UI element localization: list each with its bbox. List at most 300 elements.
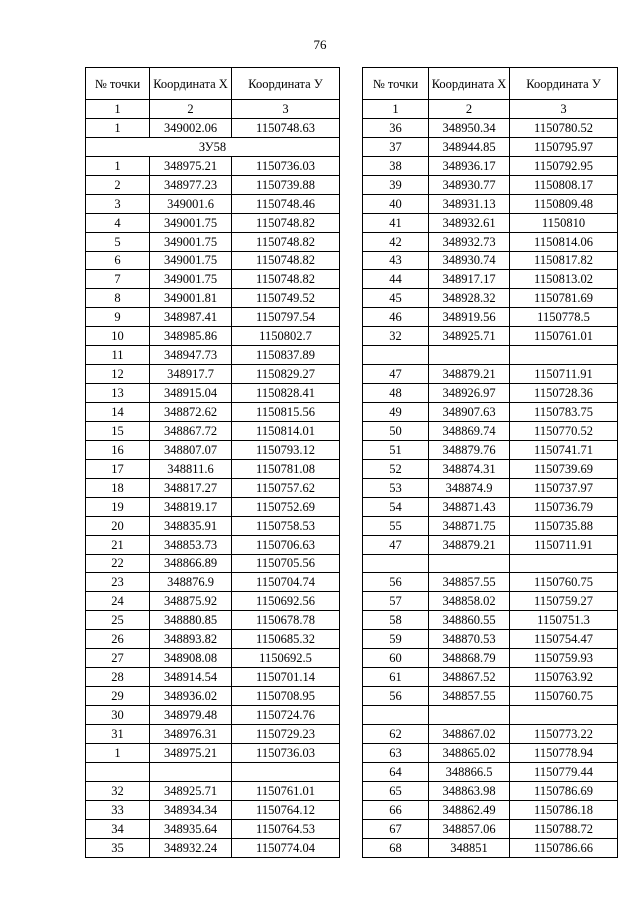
table-row	[86, 289, 340, 308]
coord-y: 1150751.3	[510, 611, 618, 630]
coord-y: 1150692.56	[232, 592, 340, 611]
coord-y: 1150829.27	[232, 365, 340, 384]
table-row	[363, 327, 618, 346]
point-number: 22	[86, 554, 150, 573]
coord-x: 348977.23	[150, 175, 232, 194]
table-row	[86, 346, 340, 365]
coord-x: 348875.92	[150, 592, 232, 611]
table-row	[86, 535, 340, 554]
table-row	[363, 251, 618, 270]
coord-y: 1150774.04	[232, 838, 340, 857]
table-row	[86, 838, 340, 857]
coord-y: 1150761.01	[510, 327, 618, 346]
coord-x: 348811.6	[150, 459, 232, 478]
coord-y: 1150724.76	[232, 706, 340, 725]
coord-y: 1150814.06	[510, 232, 618, 251]
coord-x: 349001.75	[150, 251, 232, 270]
coord-x: 348857.55	[429, 687, 510, 706]
table-row	[86, 724, 340, 743]
coord-x: 348819.17	[150, 497, 232, 516]
coord-y: 1150814.01	[232, 421, 340, 440]
point-number: 57	[363, 592, 429, 611]
point-number: 67	[363, 819, 429, 838]
point-number: 11	[86, 346, 150, 365]
point-number: 36	[363, 118, 429, 137]
table-row	[86, 592, 340, 611]
point-number: 47	[363, 365, 429, 384]
coordinates-table-right	[362, 67, 618, 858]
column-number: 3	[232, 100, 340, 119]
table-row	[363, 819, 618, 838]
column-number: 1	[363, 100, 429, 119]
table-row	[86, 649, 340, 668]
point-number: 26	[86, 630, 150, 649]
table-row	[363, 668, 618, 687]
point-number	[86, 762, 150, 781]
header-coord-y: Координата У	[510, 68, 618, 100]
table-row	[86, 819, 340, 838]
coord-x: 348879.21	[429, 365, 510, 384]
coord-x: 348932.61	[429, 213, 510, 232]
point-number: 46	[363, 308, 429, 327]
table-row	[363, 270, 618, 289]
point-number: 44	[363, 270, 429, 289]
point-number: 9	[86, 308, 150, 327]
point-number: 35	[86, 838, 150, 857]
point-number: 38	[363, 156, 429, 175]
table-row	[86, 175, 340, 194]
point-number: 53	[363, 478, 429, 497]
coord-y: 1150711.91	[510, 535, 618, 554]
coord-y: 1150793.12	[232, 440, 340, 459]
point-number: 42	[363, 232, 429, 251]
point-number: 68	[363, 838, 429, 857]
point-number: 62	[363, 724, 429, 743]
coord-y: 1150778.94	[510, 743, 618, 762]
coord-x: 348869.74	[429, 421, 510, 440]
coord-y: 1150757.62	[232, 478, 340, 497]
table-row	[363, 497, 618, 516]
point-number: 64	[363, 762, 429, 781]
coord-x: 348975.21	[150, 156, 232, 175]
table-row	[86, 421, 340, 440]
table-row	[363, 213, 618, 232]
column-number: 1	[86, 100, 150, 119]
coord-y: 1150685.32	[232, 630, 340, 649]
point-number: 48	[363, 384, 429, 403]
coord-y: 1150810	[510, 213, 618, 232]
coord-y: 1150817.82	[510, 251, 618, 270]
coord-x: 348866.89	[150, 554, 232, 573]
coord-y: 1150748.82	[232, 251, 340, 270]
table-row	[86, 516, 340, 535]
coord-y: 1150752.69	[232, 497, 340, 516]
coord-x: 348866.5	[429, 762, 510, 781]
table-row	[363, 743, 618, 762]
coord-x: 348879.76	[429, 440, 510, 459]
coord-x: 348862.49	[429, 800, 510, 819]
point-number: 30	[86, 706, 150, 725]
coord-x: 349001.75	[150, 232, 232, 251]
point-number: 29	[86, 687, 150, 706]
coord-x: 348880.85	[150, 611, 232, 630]
point-number: 21	[86, 535, 150, 554]
coord-x: 348817.27	[150, 478, 232, 497]
header-coord-x: Координата Х	[429, 68, 510, 100]
coord-y	[510, 346, 618, 365]
coord-x: 348930.77	[429, 175, 510, 194]
point-number: 5	[86, 232, 150, 251]
table-row	[363, 706, 618, 725]
coord-y	[510, 554, 618, 573]
coord-y: 1150760.75	[510, 687, 618, 706]
coord-x: 348871.75	[429, 516, 510, 535]
coord-x: 348947.73	[150, 346, 232, 365]
point-number: 1	[86, 118, 150, 137]
coord-y: 1150792.95	[510, 156, 618, 175]
coord-x: 348867.02	[429, 724, 510, 743]
coord-y: 1150741.71	[510, 440, 618, 459]
point-number	[363, 554, 429, 573]
coord-y: 1150748.63	[232, 118, 340, 137]
table-row	[363, 384, 618, 403]
coord-y: 1150828.41	[232, 384, 340, 403]
point-number: 10	[86, 327, 150, 346]
point-number: 1	[86, 156, 150, 175]
coord-y: 1150781.69	[510, 289, 618, 308]
coord-x: 348860.55	[429, 611, 510, 630]
table-row	[86, 308, 340, 327]
header-coord-y: Координата У	[232, 68, 340, 100]
table-row	[86, 365, 340, 384]
coord-x: 348876.9	[150, 573, 232, 592]
coord-y: 1150781.08	[232, 459, 340, 478]
table-row	[86, 573, 340, 592]
point-number: 51	[363, 440, 429, 459]
point-number: 59	[363, 630, 429, 649]
coord-y: 1150778.5	[510, 308, 618, 327]
coord-y: 1150711.91	[510, 365, 618, 384]
point-number: 2	[86, 175, 150, 194]
coord-x: 348893.82	[150, 630, 232, 649]
coord-y: 1150729.23	[232, 724, 340, 743]
table-row	[86, 251, 340, 270]
coord-y: 1150786.18	[510, 800, 618, 819]
table-row	[86, 118, 340, 137]
table-row	[86, 478, 340, 497]
coord-x: 348874.31	[429, 459, 510, 478]
point-number: 18	[86, 478, 150, 497]
coord-x: 349002.06	[150, 118, 232, 137]
point-number: 13	[86, 384, 150, 403]
coord-y: 1150704.74	[232, 573, 340, 592]
point-number: 32	[363, 327, 429, 346]
point-number: 23	[86, 573, 150, 592]
coord-y: 1150754.47	[510, 630, 618, 649]
coord-x: 348987.41	[150, 308, 232, 327]
coord-x: 348865.02	[429, 743, 510, 762]
table-row	[363, 403, 618, 422]
point-number: 47	[363, 535, 429, 554]
coord-y: 1150692.5	[232, 649, 340, 668]
point-number: 25	[86, 611, 150, 630]
point-number: 1	[86, 743, 150, 762]
coord-x	[429, 706, 510, 725]
column-number: 3	[510, 100, 618, 119]
coord-y	[510, 706, 618, 725]
coord-x	[429, 554, 510, 573]
coord-y: 1150739.88	[232, 175, 340, 194]
coord-y: 1150749.52	[232, 289, 340, 308]
coord-y: 1150761.01	[232, 781, 340, 800]
point-number: 61	[363, 668, 429, 687]
coord-x: 348879.21	[429, 535, 510, 554]
coord-y: 1150759.27	[510, 592, 618, 611]
coord-x: 348925.71	[150, 781, 232, 800]
coord-x	[150, 762, 232, 781]
table-row	[363, 724, 618, 743]
coord-y: 1150737.97	[510, 478, 618, 497]
coord-x: 348917.7	[150, 365, 232, 384]
coord-x: 348928.32	[429, 289, 510, 308]
coord-x: 348985.86	[150, 327, 232, 346]
coord-y: 1150802.7	[232, 327, 340, 346]
coord-y: 1150763.92	[510, 668, 618, 687]
point-number: 6	[86, 251, 150, 270]
coord-x: 348907.63	[429, 403, 510, 422]
coord-x: 349001.75	[150, 270, 232, 289]
coord-y: 1150808.17	[510, 175, 618, 194]
point-number: 43	[363, 251, 429, 270]
table-row	[363, 137, 618, 156]
coord-y: 1150748.82	[232, 270, 340, 289]
coord-x: 348944.85	[429, 137, 510, 156]
table-row	[363, 421, 618, 440]
table-row	[86, 743, 340, 762]
point-number: 33	[86, 800, 150, 819]
table-row	[86, 781, 340, 800]
coord-x: 348867.72	[150, 421, 232, 440]
coord-x: 348979.48	[150, 706, 232, 725]
coord-y: 1150786.69	[510, 781, 618, 800]
point-number: 55	[363, 516, 429, 535]
coord-y: 1150788.72	[510, 819, 618, 838]
coord-x: 348874.9	[429, 478, 510, 497]
coord-x: 348917.17	[429, 270, 510, 289]
header-row	[86, 68, 340, 100]
column-number: 2	[150, 100, 232, 119]
coord-x: 348915.04	[150, 384, 232, 403]
coord-y: 1150770.52	[510, 421, 618, 440]
coord-x: 348835.91	[150, 516, 232, 535]
coord-x: 348975.21	[150, 743, 232, 762]
coord-y: 1150728.36	[510, 384, 618, 403]
table-row	[363, 289, 618, 308]
table-row	[86, 554, 340, 573]
table-row	[363, 194, 618, 213]
coord-x: 348853.73	[150, 535, 232, 554]
table-row	[86, 156, 340, 175]
table-row	[86, 668, 340, 687]
point-number: 49	[363, 403, 429, 422]
table-row	[86, 327, 340, 346]
point-number: 39	[363, 175, 429, 194]
coord-x: 348872.62	[150, 403, 232, 422]
coord-x: 348870.53	[429, 630, 510, 649]
coord-x: 348857.55	[429, 573, 510, 592]
point-number: 3	[86, 194, 150, 213]
column-number-row	[86, 100, 340, 119]
coord-x: 348871.43	[429, 497, 510, 516]
table-row	[363, 308, 618, 327]
point-number: 8	[86, 289, 150, 308]
table-row	[363, 459, 618, 478]
coord-x: 348976.31	[150, 724, 232, 743]
table-row	[363, 649, 618, 668]
point-number: 28	[86, 668, 150, 687]
point-number: 37	[363, 137, 429, 156]
table-row	[86, 440, 340, 459]
coord-y: 1150760.75	[510, 573, 618, 592]
table-row	[86, 630, 340, 649]
coord-y: 1150678.78	[232, 611, 340, 630]
point-number: 17	[86, 459, 150, 478]
table-row	[86, 611, 340, 630]
table-row	[86, 459, 340, 478]
coord-y: 1150764.12	[232, 800, 340, 819]
table-row	[363, 611, 618, 630]
point-number: 14	[86, 403, 150, 422]
coord-y: 1150748.82	[232, 213, 340, 232]
point-number: 31	[86, 724, 150, 743]
point-number: 56	[363, 687, 429, 706]
coord-x: 348936.02	[150, 687, 232, 706]
coord-y: 1150797.54	[232, 308, 340, 327]
point-number: 20	[86, 516, 150, 535]
point-number: 60	[363, 649, 429, 668]
point-number: 32	[86, 781, 150, 800]
table-row	[363, 630, 618, 649]
coord-y: 1150739.69	[510, 459, 618, 478]
table-row	[86, 800, 340, 819]
point-number: 56	[363, 573, 429, 592]
coord-y	[232, 762, 340, 781]
table-row	[363, 535, 618, 554]
section-row	[86, 137, 340, 156]
table-row	[86, 213, 340, 232]
coord-x: 348935.64	[150, 819, 232, 838]
coord-y: 1150748.82	[232, 232, 340, 251]
coord-x: 348936.17	[429, 156, 510, 175]
coord-y: 1150795.97	[510, 137, 618, 156]
table-row	[363, 573, 618, 592]
point-number: 16	[86, 440, 150, 459]
section-title: ЗУ58	[86, 137, 340, 156]
point-number	[363, 706, 429, 725]
header-point: № точки	[363, 68, 429, 100]
table-row	[363, 175, 618, 194]
coord-x: 348867.52	[429, 668, 510, 687]
coord-y: 1150748.46	[232, 194, 340, 213]
coord-x: 348863.98	[429, 781, 510, 800]
table-row	[86, 270, 340, 289]
table-row	[86, 687, 340, 706]
coord-x: 349001.81	[150, 289, 232, 308]
coord-y: 1150735.88	[510, 516, 618, 535]
table-row	[363, 156, 618, 175]
table-row	[363, 516, 618, 535]
table-row	[363, 838, 618, 857]
table-row	[86, 762, 340, 781]
column-number-row	[363, 100, 618, 119]
coord-x: 348868.79	[429, 649, 510, 668]
point-number: 12	[86, 365, 150, 384]
coord-y: 1150705.56	[232, 554, 340, 573]
table-row	[363, 365, 618, 384]
page-number: 76	[313, 37, 327, 52]
table-row	[363, 762, 618, 781]
coord-y: 1150813.02	[510, 270, 618, 289]
coord-y: 1150837.89	[232, 346, 340, 365]
table-row	[363, 592, 618, 611]
coord-y: 1150783.75	[510, 403, 618, 422]
point-number: 45	[363, 289, 429, 308]
coord-x: 348807.07	[150, 440, 232, 459]
coord-y: 1150701.14	[232, 668, 340, 687]
point-number: 34	[86, 819, 150, 838]
coord-y: 1150706.63	[232, 535, 340, 554]
coordinates-table-left	[85, 67, 340, 858]
table-row	[363, 118, 618, 137]
point-number: 4	[86, 213, 150, 232]
coord-x: 348934.34	[150, 800, 232, 819]
table-row	[86, 497, 340, 516]
point-number: 27	[86, 649, 150, 668]
point-number: 41	[363, 213, 429, 232]
coord-y: 1150786.66	[510, 838, 618, 857]
point-number: 52	[363, 459, 429, 478]
coord-y: 1150815.56	[232, 403, 340, 422]
point-number: 24	[86, 592, 150, 611]
point-number: 7	[86, 270, 150, 289]
coord-x: 348930.74	[429, 251, 510, 270]
coord-x: 348914.54	[150, 668, 232, 687]
header-row	[363, 68, 618, 100]
coord-y: 1150780.52	[510, 118, 618, 137]
point-number	[363, 346, 429, 365]
coord-y: 1150758.53	[232, 516, 340, 535]
point-number: 54	[363, 497, 429, 516]
coord-x: 348919.56	[429, 308, 510, 327]
table-row	[363, 687, 618, 706]
coord-y: 1150809.48	[510, 194, 618, 213]
point-number: 66	[363, 800, 429, 819]
coord-x	[429, 346, 510, 365]
coord-x: 348908.08	[150, 649, 232, 668]
coord-x: 348857.06	[429, 819, 510, 838]
coord-x: 348851	[429, 838, 510, 857]
coord-x: 348932.73	[429, 232, 510, 251]
column-number: 2	[429, 100, 510, 119]
coord-x: 348925.71	[429, 327, 510, 346]
coord-x: 348926.97	[429, 384, 510, 403]
point-number: 40	[363, 194, 429, 213]
coord-y: 1150764.53	[232, 819, 340, 838]
coord-y: 1150759.93	[510, 649, 618, 668]
table-row	[363, 781, 618, 800]
coord-y: 1150779.44	[510, 762, 618, 781]
coord-x: 348932.24	[150, 838, 232, 857]
